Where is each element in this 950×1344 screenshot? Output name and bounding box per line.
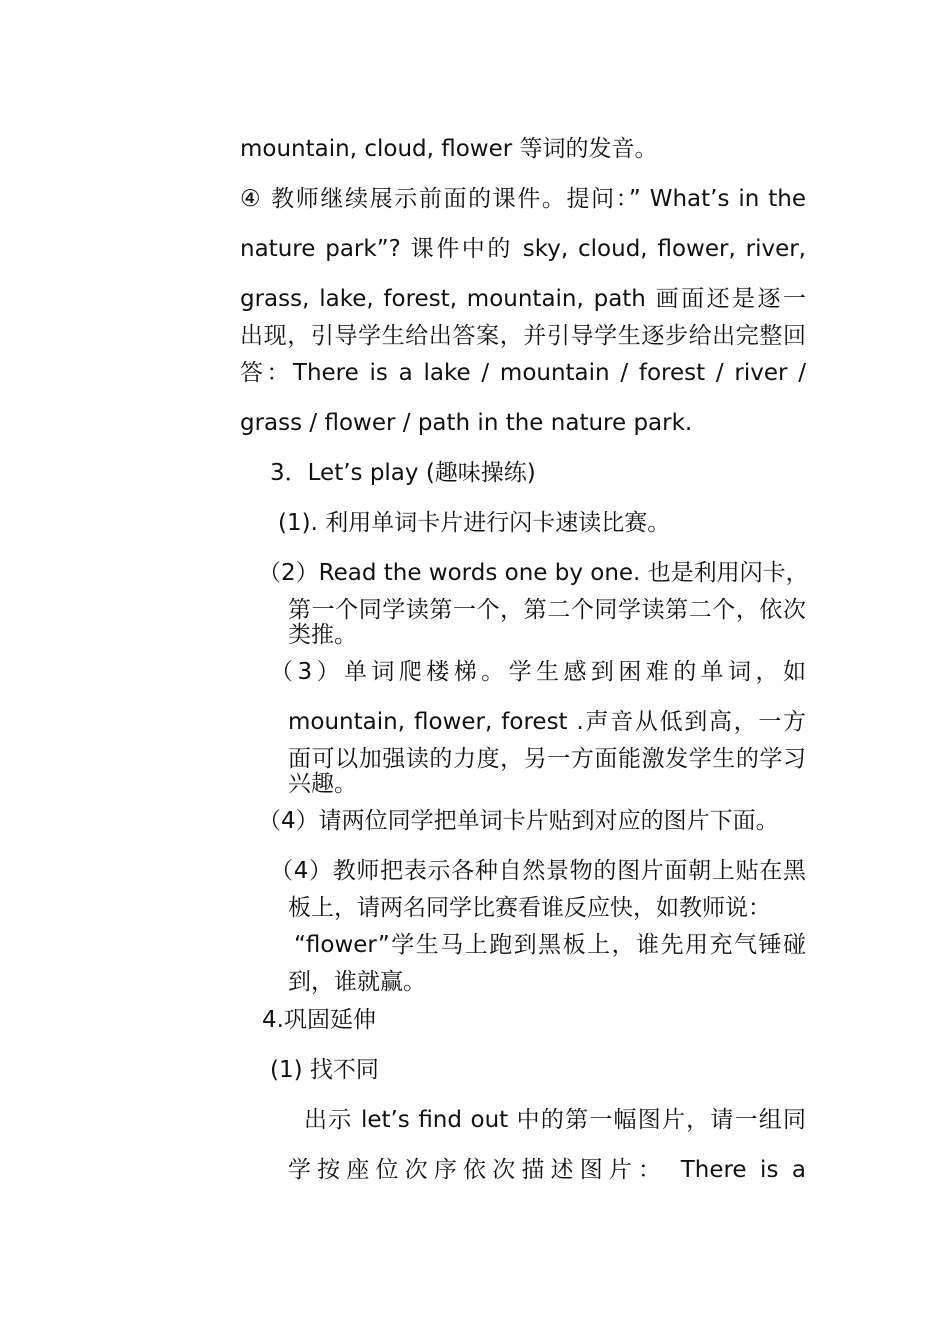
text-line: mountain, flower, forest .声音从低到高，一方 [288, 709, 806, 735]
text-line: 出现，引导学生给出答案，并引导学生逐步给出完整回 [240, 323, 806, 349]
list-item: （4）请两位同学把单词卡片贴到对应的图片下面。 [258, 808, 779, 834]
list-item: (1) 找不同 [270, 1057, 379, 1083]
text-line: grass / flower / path in the nature park. [240, 410, 693, 436]
text-line: 兴趣。 [288, 771, 357, 797]
text-line: “flower”学生马上跑到黑板上，谁先用充气锤碰 [294, 932, 806, 958]
text-line: 类推。 [288, 622, 357, 648]
text-line: 答：There is a lake / mountain / forest / river / [240, 360, 806, 386]
text-line: 学按座位次序依次描述图片： There is a [288, 1157, 806, 1183]
list-item: （4）教师把表示各种自然景物的图片面朝上贴在黑 [270, 858, 806, 884]
text-line: 板上，请两名同学比赛看谁反应快，如教师说： [288, 895, 771, 921]
list-item: （3）单词爬楼梯。学生感到困难的单词，如 [270, 659, 806, 685]
text-line: mountain, cloud, flower 等词的发音。 [240, 136, 658, 162]
section-heading: 4.巩固延伸 [262, 1007, 376, 1033]
text-line: grass, lake, forest, mountain, path 画面还是逐一 [240, 286, 806, 312]
text-line: 到，谁就赢。 [288, 969, 426, 995]
list-item: （2）Read the words one by one. 也是利用闪卡， [258, 560, 809, 586]
section-heading: 3．Let’s play (趣味操练) [270, 460, 536, 486]
text-line: 第一个同学读第一个，第二个同学读第二个，依次 [288, 597, 806, 623]
text-line: 出示 let’s find out 中的第一幅图片，请一组同 [304, 1107, 806, 1133]
text-line: ④ 教师继续展示前面的课件。提问：” What’s in the [240, 186, 806, 212]
text-line: nature park”? 课件中的 sky, cloud, flower, river, [240, 236, 806, 262]
text-line: 面可以加强读的力度，另一方面能激发学生的学习 [288, 746, 806, 772]
list-item: (1). 利用单词卡片进行闪卡速读比赛。 [278, 510, 671, 536]
